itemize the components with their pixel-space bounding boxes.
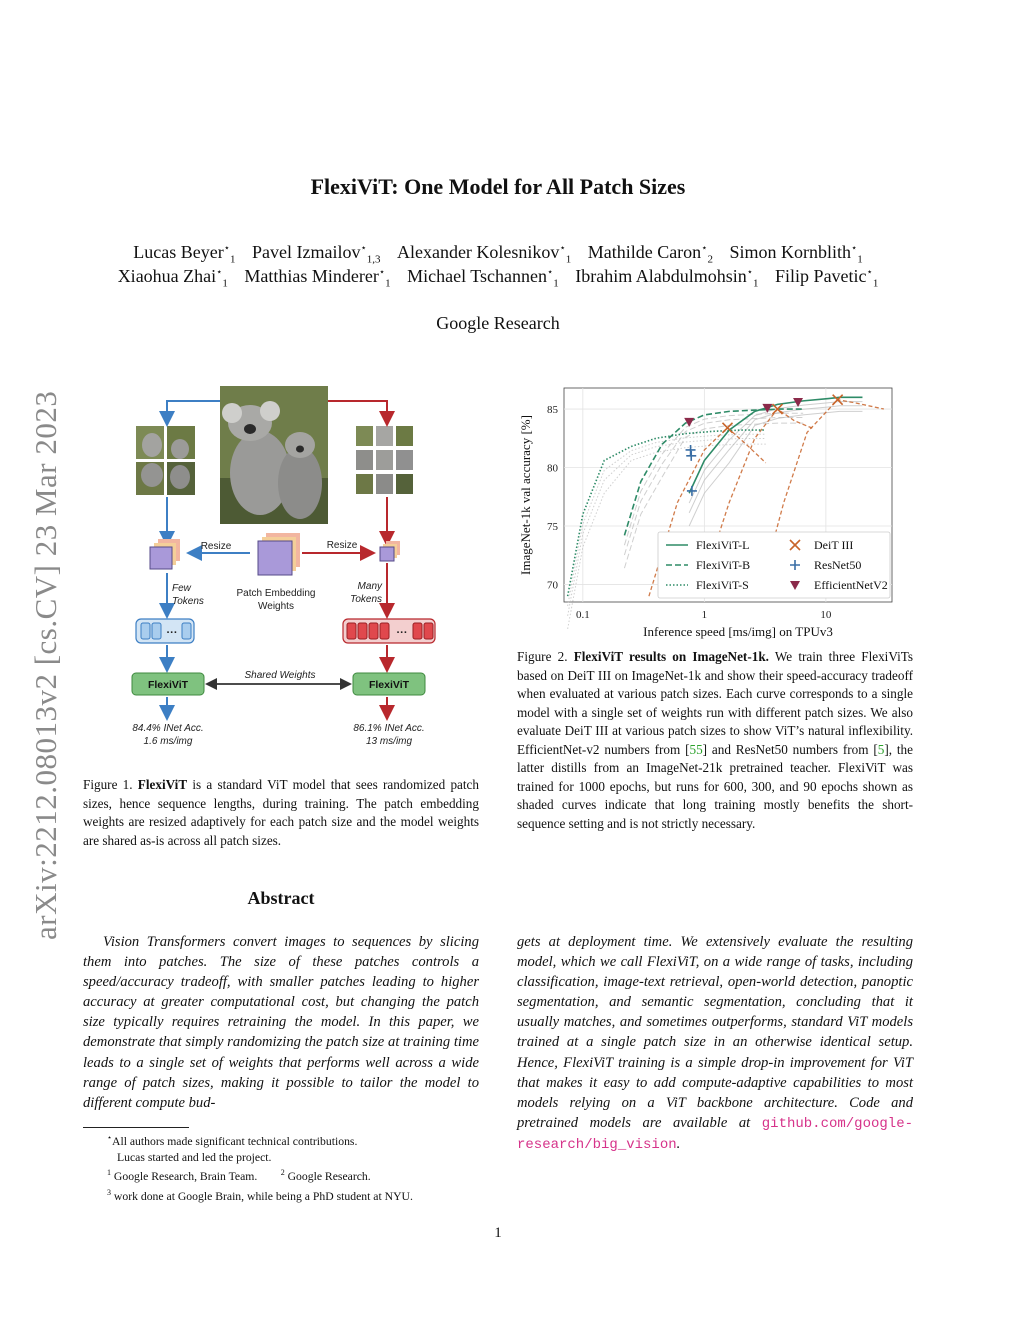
arxiv-identifier: arXiv:2212.08013v2 [cs.CV] 23 Mar 2023 bbox=[28, 390, 63, 940]
y-tick-label: 75 bbox=[547, 520, 558, 533]
resize-label-left: Resize bbox=[200, 541, 232, 552]
abstract-text-left: Vision Transformers convert images to sequences by slicing them into patches. The size of these patches controls a speed/accuracy tradeoff, with smaller patches leading to higher accuracy at greater computational cost, but changing the patch size typically requires retraining the model. In this paper, we demonstrate that simply randomizing the patch size at training time leads to a single set of weights that performs well across a wide range of patch sizes, making it possible to tailor the model to different compute bud- bbox=[83, 934, 479, 1111]
footnotes bbox=[107, 1130, 487, 1205]
tiny-embedding-stack bbox=[380, 541, 400, 561]
y-tick-label: 80 bbox=[547, 462, 558, 475]
legend-label: EfficientNetV2 bbox=[814, 578, 888, 592]
author: Xiaohua Zhai⋆$_1$ bbox=[117, 266, 228, 290]
result-right: 13 ms/img bbox=[365, 736, 413, 747]
result-left: 84.4% INet Acc. bbox=[132, 723, 204, 734]
many-tokens-label: Many bbox=[357, 581, 382, 592]
legend-label: FlexiViT-S bbox=[696, 578, 749, 592]
result-right: 86.1% INet Acc. bbox=[353, 723, 425, 734]
koala-photo bbox=[220, 386, 328, 524]
patch-embedding-stack bbox=[258, 533, 300, 575]
footnote-1-2: $^1$ Google Research, Brain Team. $^2$ Google Research. bbox=[107, 1168, 371, 1184]
author: Matthias Minderer⋆$_1$ bbox=[244, 266, 391, 290]
citation-link[interactable]: 55 bbox=[689, 741, 703, 757]
small-patches-grid bbox=[356, 426, 413, 494]
author: Ibrahim Alabdulmohsin⋆$_1$ bbox=[575, 266, 759, 290]
large-patches-grid bbox=[136, 426, 195, 495]
author: Alexander Kolesnikov⋆$_1$ bbox=[396, 242, 572, 266]
author: Simon Kornblith⋆$_1$ bbox=[729, 242, 863, 266]
legend-label: FlexiViT-B bbox=[696, 558, 751, 572]
affiliation: Google Research bbox=[436, 313, 560, 333]
patch-embedding-label: Weights bbox=[258, 601, 294, 612]
ellipsis: ··· bbox=[396, 627, 408, 639]
y-tick-label: 85 bbox=[547, 404, 558, 417]
code-link[interactable]: github.com/google-research/big_vision bbox=[517, 1115, 913, 1153]
author: Filip Pavetic⋆$_1$ bbox=[775, 266, 879, 290]
patch-embedding-label: Patch Embedding bbox=[236, 588, 316, 599]
footnote-divider bbox=[83, 1127, 189, 1128]
many-tokens-label: Tokens bbox=[350, 594, 382, 605]
few-token-sequence bbox=[136, 619, 194, 643]
figure-1-caption: Figure 1. FlexiViT is a standard ViT model that sees randomized patch sizes, hence sequence lengths, during training. The patch embedding weights are resized adaptively for each patch size and the model weights are shared as-is across all patch sizes. bbox=[83, 777, 480, 848]
legend-label: DeiT III bbox=[814, 538, 854, 552]
footnote-star-cont: Lucas started and led the project. bbox=[117, 1150, 272, 1164]
many-token-sequence bbox=[343, 619, 435, 643]
citation-link[interactable]: 5 bbox=[877, 741, 885, 757]
small-embedding-stack bbox=[150, 539, 180, 569]
shared-weights-label: Shared Weights bbox=[244, 670, 316, 681]
footnote-3: $^3$ work done at Google Brain, while being a PhD student at NYU. bbox=[107, 1188, 413, 1204]
flexivit-diagram bbox=[110, 383, 450, 758]
abstract-text-right: gets at deployment time. We extensively evaluate the resulting model, which we call FlexiViT, on a wide range of tasks, including classification, image-text retrieval, open-world detection, panoptic segmentation, and semantic segmentation, concluding that it usually matches, and sometimes outperforms, standard ViT models trained at a single patch size in an otherwise identical setup. Hence, FlexiViT training is a simple drop-in improvement for ViT that makes it easy to add compute-adaptive capabilities to most models relying on a ViT backbone architecture. Code and pretrained models are available at github.com/google-research/big_vision. bbox=[517, 934, 913, 1153]
y-axis-label: ImageNet-1k val accuracy [%] bbox=[518, 415, 533, 575]
result-left: 1.6 ms/img bbox=[143, 736, 193, 747]
author-line-1 bbox=[0, 242, 996, 266]
few-tokens-label: Tokens bbox=[172, 596, 204, 607]
resize-label-right: Resize bbox=[326, 540, 358, 551]
footnote-star: ⋆All authors made significant technical contributions. bbox=[107, 1133, 358, 1148]
author-line-2 bbox=[0, 266, 996, 290]
author: Pavel Izmailov⋆$_{1,3}$ bbox=[251, 242, 381, 266]
legend-label: ResNet50 bbox=[814, 558, 862, 572]
legend-label: FlexiViT-L bbox=[696, 538, 750, 552]
x-tick-label: 0.1 bbox=[575, 609, 590, 621]
x-tick-label: 10 bbox=[820, 609, 832, 621]
abstract-heading: Abstract bbox=[247, 888, 315, 908]
few-tokens-label: Few bbox=[172, 583, 191, 594]
flexivit-label: FlexiViT bbox=[147, 679, 189, 691]
author: Michael Tschannen⋆$_1$ bbox=[407, 266, 559, 290]
author: Mathilde Caron⋆$_2$ bbox=[587, 242, 713, 266]
page-number: 1 bbox=[494, 1225, 502, 1241]
paper-title: FlexiViT: One Model for All Patch Sizes bbox=[310, 174, 686, 199]
x-tick-label: 1 bbox=[701, 609, 708, 621]
accuracy-speed-chart bbox=[512, 380, 912, 642]
flexivit-label: FlexiViT bbox=[368, 679, 410, 691]
y-tick-label: 70 bbox=[547, 579, 558, 592]
figure-2-caption: Figure 2. FlexiViT results on ImageNet-1k. We train three FlexiViTs based on DeiT III on ImageNet-1k and show their speed-accuracy tradeoff when evaluated at various patch sizes. Each curve corresponds to a single model with a single set of weights run with different patch sizes. We also evaluate DeiT III at various patch sizes to show ViT’s natural inflexibility. EfficientNet-v2 numbers from [55] and ResNet50 numbers from [5], the latter distills from an ImageNet-21k pretrained teacher. FlexiViT was trained for 1000 epochs, but runs for 600, 300, and 90 epochs shown as shaded curves indicate that long training mostly benefits the short-sequence setting and is not strictly necessary. bbox=[517, 649, 913, 831]
figure-2-chart bbox=[512, 380, 912, 642]
author: Lucas Beyer⋆$_1$ bbox=[133, 242, 236, 266]
ellipsis: ··· bbox=[166, 627, 178, 639]
x-axis-label: Inference speed [ms/img] on TPUv3 bbox=[643, 624, 833, 639]
figure-1 bbox=[110, 383, 450, 758]
